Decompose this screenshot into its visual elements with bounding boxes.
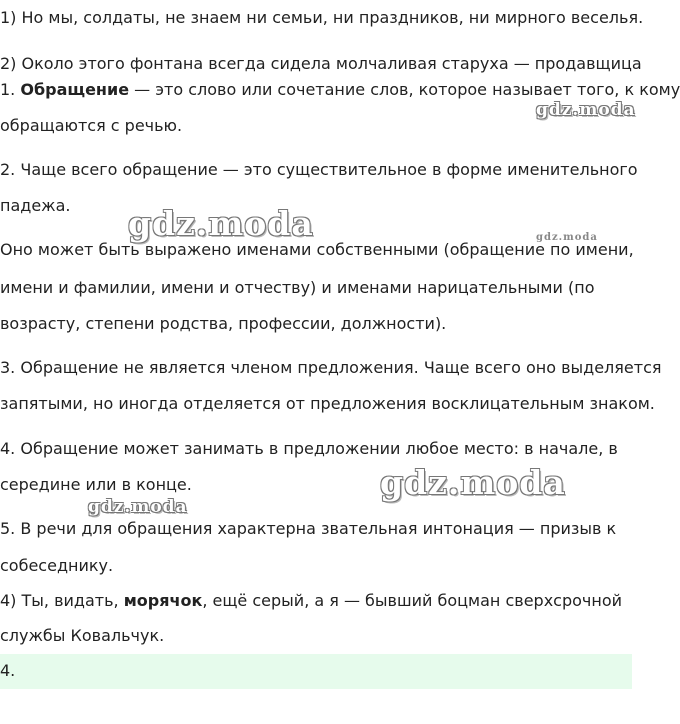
text-line: 2) Около этого фонтана всегда сидела молчаливая старуха — продавщица bbox=[0, 54, 642, 73]
text-line: 4) Ты, видать, морячок, ещё серый, а я — бывший боцман сверхсрочной bbox=[0, 591, 623, 610]
text-line: собеседнику. bbox=[0, 556, 114, 575]
highlighted-answer-row bbox=[0, 654, 632, 689]
text-line: обращаются с речью. bbox=[0, 116, 183, 135]
watermark-logo: gdz.moda bbox=[88, 497, 188, 517]
text-line: 3. Обращение не является членом предложения. Чаще всего оно выделяется bbox=[0, 358, 662, 377]
text-line: службы Ковальчук. bbox=[0, 626, 165, 645]
text-line: 1. Обращение — это слово или сочетание слов, которое называет того, к кому bbox=[0, 80, 680, 99]
text-line: падежа. bbox=[0, 196, 71, 215]
watermark-logo: gdz.moda bbox=[380, 463, 566, 502]
text-line: 5. В речи для обращения характерна звательная интонация — призыв к bbox=[0, 519, 617, 538]
text-line: 4. Обращение может занимать в предложении любое место: в начале, в bbox=[0, 439, 618, 458]
text-line: имени и фамилии, имени и отчеству) и именами нарицательными (по bbox=[0, 278, 595, 297]
text-line: Оно может быть выражено именами собственными (обращение по имени, bbox=[0, 240, 634, 259]
text-line: запятыми, но иногда отделяется от предложения восклицательным знаком. bbox=[0, 394, 655, 413]
text-line: 1) Но мы, солдаты, не знаем ни семьи, ни праздников, ни мирного веселья. bbox=[0, 8, 644, 27]
text-line: середине или в конце. bbox=[0, 475, 192, 494]
text-line: 4. bbox=[0, 661, 16, 680]
watermark-logo: gdz.moda bbox=[536, 100, 636, 120]
text-line: 2. Чаще всего обращение — это существительное в форме именительного bbox=[0, 160, 638, 179]
watermark-logo: gdz.moda bbox=[128, 204, 314, 243]
text-line: возрасту, степени родства, профессии, должности). bbox=[0, 314, 447, 333]
watermark-logo: gdz.moda bbox=[536, 232, 598, 243]
